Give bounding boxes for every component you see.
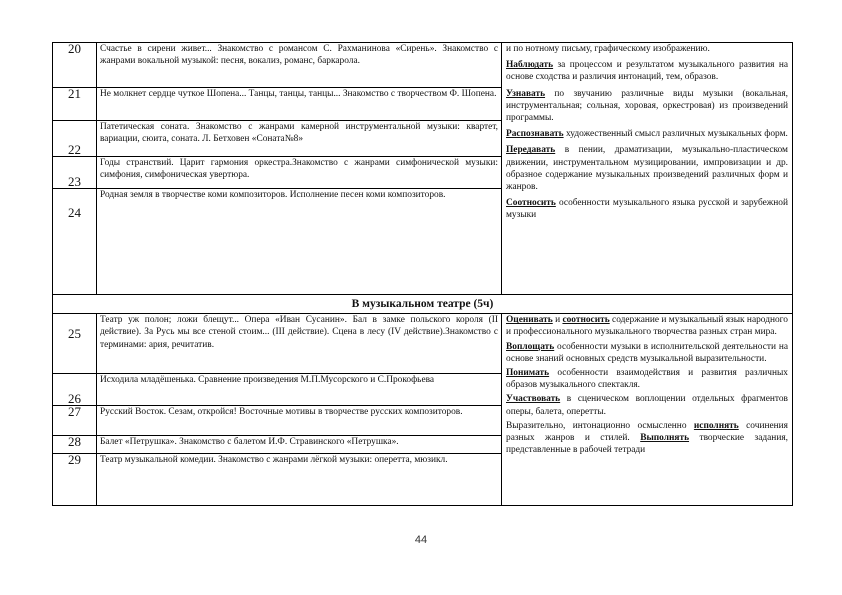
lesson-plan-table: [52, 42, 793, 506]
lesson-number: 25: [53, 314, 97, 374]
lesson-topic: Русский Восток. Сезам, откройся! Восточные мотивы в творчестве русских композиторов.: [97, 406, 502, 436]
lesson-topic: Исходила младёшенька. Сравнение произведения М.П.Мусорского и С.Прокофьева: [97, 374, 502, 406]
lesson-topic: Не молкнет сердце чуткое Шопена... Танцы, танцы, танцы... Знакомство с творчеством Ф. Шопена.: [97, 88, 502, 121]
activity-line: Участвовать в сценическом воплощении отдельных фрагментов оперы, балета, оперетты.: [506, 394, 788, 417]
activity-line: Распознавать художественный смысл различных музыкальных форм.: [506, 129, 788, 140]
table-row: [53, 43, 793, 88]
lesson-topic: Театр музыкальной комедии. Знакомство с жанрами лёгкой музыки: оперетта, мюзикл.: [97, 454, 502, 506]
lesson-topic: Счастье в сирени живет... Знакомство с романсом С. Рахманинова «Сирень». Знакомство с жанрами вокальной музыкой: песня, вокализ, романс, баркарола.: [97, 43, 502, 88]
activity-cell: [502, 314, 793, 506]
lesson-number: 27: [53, 406, 97, 436]
activity-line: Наблюдать за процессом и результатом музыкального развития на основе сходства и различия интонаций, тем, образов.: [506, 60, 788, 83]
lesson-number: 24: [53, 189, 97, 295]
activity-line: Воплощать особенности музыки в исполнительской деятельности на основе знаний основных средств музыкальной выразительности.: [506, 341, 788, 364]
lesson-number: 29: [53, 454, 97, 506]
activity-line: Узнавать по звучанию различные виды музыки (вокальная, инструментальная; сольная, хоровая, оркестровая) из произведений программы.: [506, 88, 788, 124]
lesson-topic: Балет «Петрушка». Знакомство с балетом И.Ф. Стравинского «Петрушка».: [97, 436, 502, 454]
lesson-number: 28: [53, 436, 97, 454]
lesson-number: 22: [53, 121, 97, 157]
lesson-number: 26: [53, 374, 97, 406]
section-title: В музыкальном театре (5ч): [53, 295, 793, 314]
activity-line: Выразительно, интонационно осмысленно исполнять сочинения разных жанров и стилей. Выполнять творческие задания, представленные в рабочей тетради: [506, 420, 788, 456]
activity-line: Передавать в пении, драматизации, музыкально-пластическом движении, инструментальном музицировании, импровизации и др. образное содержание музыкальных произведений различных форм и жанров.: [506, 145, 788, 193]
activity-line: Оценивать и соотносить содержание и музыкальный язык народного и профессионального музыкального творчества разных стран мира.: [506, 315, 788, 338]
activity-line: Понимать особенности взаимодействия и развития различных образов музыкального спектакля.: [506, 368, 788, 391]
lesson-topic: Годы странствий. Царит гармония оркестра.Знакомство с жанрами симфонической музыки: симфония, симфоническая увертюра.: [97, 157, 502, 189]
activity-line: Соотносить особенности музыкального языка русской и зарубежной музыки: [506, 198, 788, 221]
lesson-number: 23: [53, 157, 97, 189]
section-header-row: [53, 295, 793, 314]
lesson-topic: Театр уж полон; ложи блещут... Опера «Иван Сусанин». Бал в замке польского короля (II действие). За Русь мы все стеной стоим... (III действие). Сцена в лесу (IV действие).Знакомство с терминами: ария, речитатив.: [97, 314, 502, 374]
table-row: [53, 314, 793, 374]
lesson-number: 20: [53, 43, 97, 88]
activity-line: и по нотному письму, графическому изображению.: [506, 44, 710, 54]
lesson-topic: Родная земля в творчестве коми композиторов. Исполнение песен коми композиторов.: [97, 189, 502, 295]
page-number: 44: [414, 534, 428, 546]
lesson-plan-page: [52, 42, 792, 506]
lesson-number: 21: [53, 88, 97, 121]
lesson-topic: Патетическая соната. Знакомство с жанрами камерной инструментальной музыки: квартет, вариации, сюита, соната. Л. Бетховен «Соната№8»: [97, 121, 502, 157]
activity-cell: [502, 43, 793, 295]
